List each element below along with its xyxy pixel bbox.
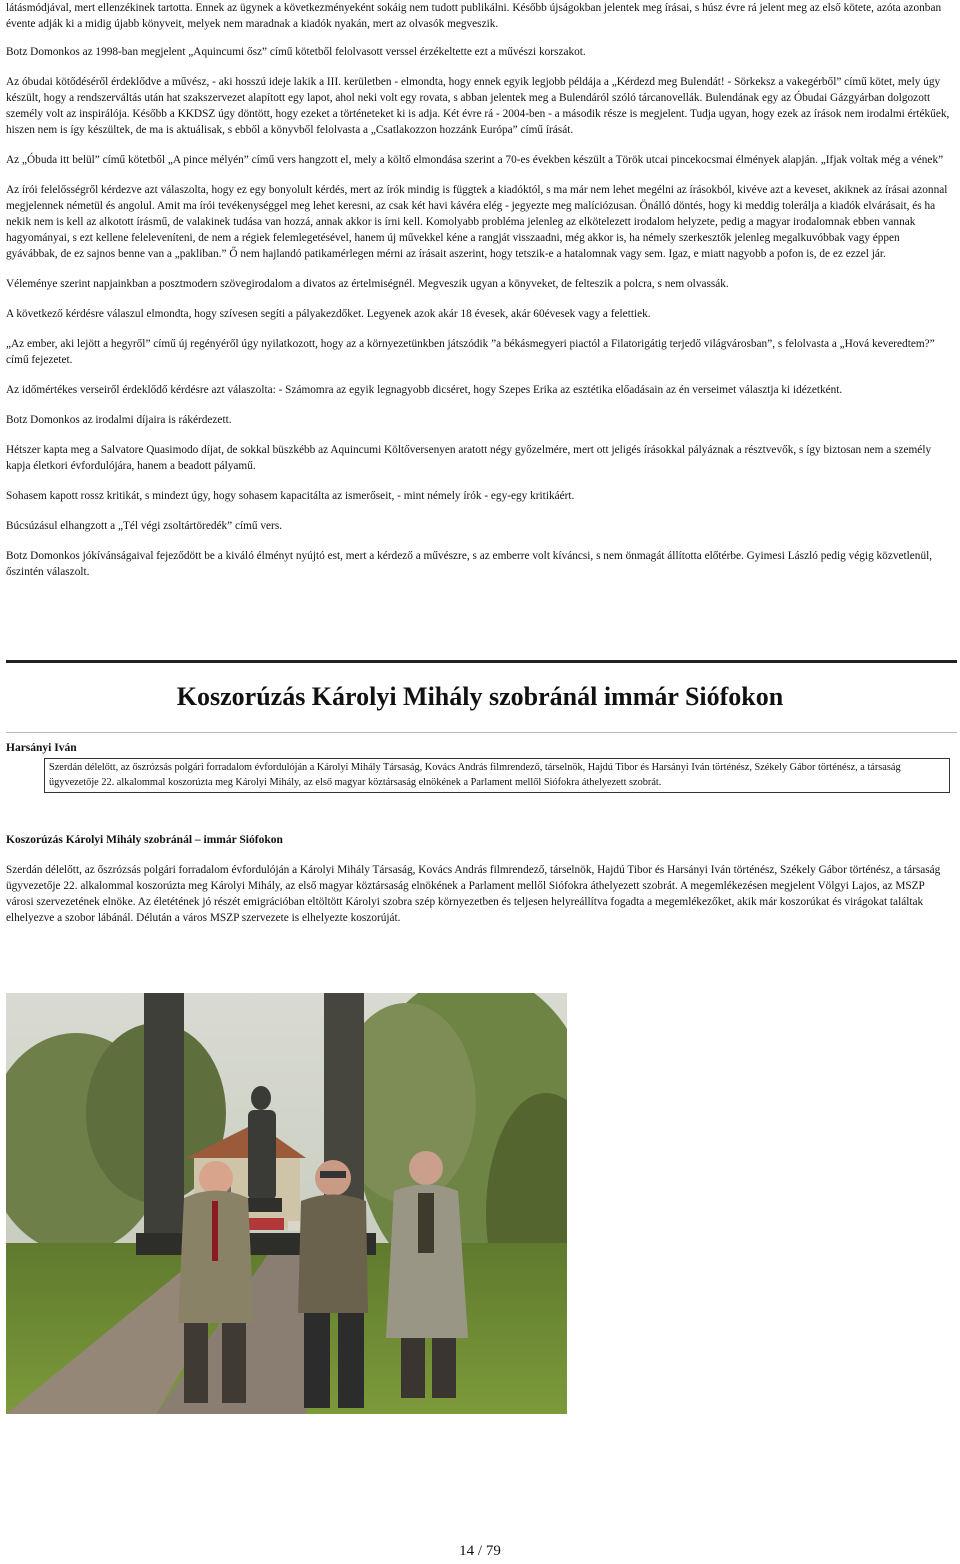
paragraph: Búcsúzásul elhangzott a „Tél végi zsoltártöredék” című vers. — [6, 520, 283, 532]
paragraph: látásmódjával, mert ellenzékinek tartotta. Ennek az ügynek a következményeként sokáig nem tudott publikálni. Később újságokban jelentek meg írásai, s húsz évre rá jelent meg az első kötete, azóta azonban évente adják ki a midig újabb könyveit, melyek nem maradnak a kiadók nyakán, mert az olvasók megveszik. — [6, 2, 942, 30]
paragraph: Az írói felelősségről kérdezve azt válaszolta, hogy ez egy bonyolult kérdés, mert az írók mindig is függtek a kiadóktól, s ma már nem lehet megélni az írásokból, kivéve azt a keveset, akiknek az írásai azonnal megjelennek németül és angolul. Amit ma írói tevékenységgel meg lehet keresni, az csak két havi kávéra elég - jegyezte meg malíciózusan. Önálló döntés, hogy ki meddig tolerálja a kiadók elvárásait, és ha nekik nem is kell az alkotott írásmű, de valakinek tudása van hozzá, annak akkor is írni kell. Komolyabb probléma jelenleg az elkötelezett irodalom helyzete, pedig a magyar irodalomnak ebben vannak hagyományai, s ezt kellene feleleveníteni, de nem a régiek felemlegetésével, hanem új művekkel kéne a rangját visszaadni, még akkor is, ha némely szerkesztők jelenleg megalkuvóbbak vagy éppen gyávábbak, de ez sajnos benne van a „pakliban.” Ő nem hajlandó patikamérlegen mérni az írásait aszerint, hogy tetszik-e a hatalomnak vagy sem. Igaz, e miatt nagyobb a pofon is, de ez ezzel jár. — [6, 184, 948, 260]
page-content — [6, 0, 954, 594]
paragraph: Botz Domonkos jókívánságaival fejeződött be a kiváló élményt nyújtó est, mert a kérdező a művészre, s az emberre volt kíváncsi, s nem önmagát állította előtérbe. Gyimesi László pedig végig közvetlenül, őszintén válaszolt. — [6, 550, 933, 578]
paragraph: „Az ember, aki lejött a hegyről” című új regényéről úgy nyilatkozott, hogy az a környezetünkben játszódik ”a békásmegyeri piactól a Filatorigátig terjedő világvárosban”, s felolvasta a „Hová keveredtem?” című fejezetet. — [6, 338, 935, 366]
title-underline — [6, 732, 957, 733]
paragraph: Az időmértékes verseiről érdeklődő kérdésre azt válaszolta: - Számomra az egyik legnagyobb dicséret, hogy Szepes Erika az esztétika előadásain az én verseimet választja ki idézetként. — [6, 384, 843, 396]
article-body: Szerdán délelőtt, az őszrózsás polgári forradalom évfordulóján a Károlyi Mihály Társaság, Kovács András filmrendező, társelnök, Hajdú Tibor és Harsányi Iván történész, Székely Gábor történész, a társaság ügyvezetője 22. alkalommal koszorúzta meg Károlyi Mihály, az első magyar köztársaság elnökének a Parlament mellől Siófokra áthelyezett szobrát. A megemlékezésen megjelent Völgyi Lajos, az MSZP városi szervezetének elnöke. Az életétének jó részét emigrációban eltöltött Károlyi szobra szép környezetben és teljesen helyreállítva fogadta a megemlékezőket, akik már koszorúkat és virágokat találtak elhelyezve a szobor lábánál. Délután a város MSZP szervezete is elhelyezte koszorúját. — [6, 864, 941, 924]
paragraph: Sohasem kapott rossz kritikát, s mindezt úgy, hogy sohasem kapacitálta az ismerőseit, - mint némely írók - egy-egy kritikáért. — [6, 490, 575, 502]
paragraph: Botz Domonkos az irodalmi díjaira is rákérdezett. — [6, 414, 232, 426]
article-title: Koszorúzás Károlyi Mihály szobránál immár Siófokon — [176, 682, 784, 711]
statue-photo — [6, 993, 567, 1414]
paragraph: A következő kérdésre válaszul elmondta, hogy szívesen segíti a pályakezdőket. Legyenek azok akár 18 évesek, akár 60évesek vagy a felettiek. — [6, 308, 651, 320]
paragraph: Az „Óbuda itt belül” című kötetből „A pince mélyén” című vers hangzott el, mely a költő elmondása szerint a 70-es években készült a Török utcai pincekocsmai élmények alapján. „Ifjak voltak még a vének” — [6, 154, 944, 166]
paragraph: Az óbudai kötődéséről érdeklődve a művész, - aki hosszú ideje lakik a III. kerületben - elmondta, hogy ennek egyik legjobb példája a „Kérdezd meg Bulendát! - Sörkeksz a vakegérből” című kötet, mely úgy készült, hogy a rendszerváltás után hat szakszervezet alapított egy lapot, ahol neki volt egy rovata, s abban jelentek meg a Bulendáról szóló tárcanovellák. Bulendának egy az Óbudai Gázgyárban dolgozott személy volt az inspirálója. Később a KKDSZ úgy döntött, hogy ezeket a történeteket ki is adja. Két évre rá - 2004-ben - a második része is megjelent. Tudja ugyan, hogy ezek az írások nem irodalmi értékűek, hiszen nem is így készültek, de ma is aktuálisak, s ebből a könyvből felolvasta a „Csatlakozzon hozzánk Európa” című írását. — [6, 76, 950, 136]
article-subtitle: Koszorúzás Károlyi Mihály szobránál – immár Siófokon — [6, 834, 283, 846]
page-number: 14 / 79 — [459, 1543, 501, 1559]
article-author: Harsányi Iván — [6, 742, 77, 754]
paragraph: Hétszer kapta meg a Salvatore Quasimodo díjat, de sokkal büszkébb az Aquincumi Költőversenyen aratott négy győzelmére, mert ott jeligés írásokkal pályáznak a résztvevők, s így biztosan nem a személy kapja életkori évfordulójára, hanem a beadott pályamű. — [6, 444, 932, 472]
section-divider — [6, 660, 957, 663]
paragraph: Botz Domonkos az 1998-ban megjelent „Aquincumi ősz” című kötetből felolvasott verssel érzékeltette ezt a művészi korszakot. — [6, 46, 586, 58]
paragraph: Véleménye szerint napjainkban a posztmodern szövegirodalom a divatos az értelmiségnél. Megveszik ugyan a könyveket, de felteszik a polcra, s nem olvassák. — [6, 278, 729, 290]
article-lead-box: Szerdán délelőtt, az őszrózsás polgári forradalom évfordulóján a Károlyi Mihály Társaság, Kovács András filmrendező, társelnök, Hajdú Tibor és Harsányi Iván történész, Székely Gábor történész, a társaság ügyvezetője 22. alkalommal koszorúzta meg Károlyi Mihály, az első magyar köztársaság elnökének a Parlament mellől Siófokra áthelyezett szobrát. — [44, 758, 950, 793]
